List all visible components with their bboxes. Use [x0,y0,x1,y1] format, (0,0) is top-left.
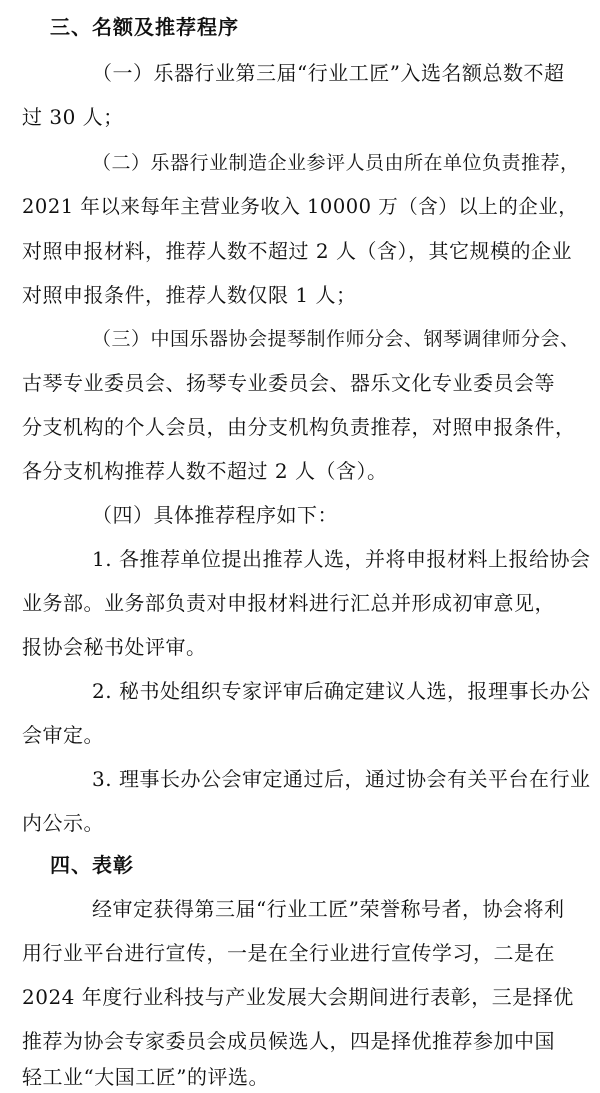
paragraph-line: 1. 各推荐单位提出推荐人选，并将申报材料上报给协会 [92,547,591,571]
paragraph-line: 会审定。 [22,723,104,747]
paragraph-line: （四）具体推荐程序如下： [92,503,338,527]
paragraph-line: 2021 年以来每年主营业务收入 10000 万（含）以上的企业， [22,195,579,218]
paragraph-line: 报协会秘书处评审。 [22,635,207,659]
paragraph-line: （二）乐器行业制造企业参评人员由所在单位负责推荐， [92,152,580,174]
paragraph-line: 2. 秘书处组织专家评审后确定建议人选，报理事长办公 [92,679,591,703]
paragraph-line: （三）中国乐器协会提琴制作师分会、钢琴调律师分会、 [92,328,580,350]
section-heading-commendation: 四、表彰 [50,853,134,877]
paragraph-line: 业务部。业务部负责对申报材料进行汇总并形成初审意见， [22,591,555,615]
paragraph-line: 内公示。 [22,811,104,835]
paragraph-line: 分支机构的个人会员，由分支机构负责推荐，对照申报条件， [22,415,576,439]
paragraph-line: 用行业平台进行宣传，一是在全行业进行宣传学习，二是在 [22,941,555,965]
paragraph-line: 2024 年度行业科技与产业发展大会期间进行表彰，三是择优 [22,985,574,1009]
paragraph-line: （一）乐器行业第三届“行业工匠”入选名额总数不超 [92,61,565,85]
section-heading-nomination-procedure: 三、名额及推荐程序 [50,15,239,39]
paragraph-line: 古琴专业委员会、扬琴专业委员会、器乐文化专业委员会等 [22,371,555,395]
paragraph-line: 对照申报材料，推荐人数不超过 2 人（含），其它规模的企业 [22,239,572,263]
paragraph-line: 轻工业“大国工匠”的评选。 [22,1065,269,1089]
paragraph-line: 对照申报条件，推荐人数仅限 1 人； [22,283,357,307]
paragraph-line: 经审定获得第三届“行业工匠”荣誉称号者，协会将利 [92,897,565,921]
paragraph-line: 各分支机构推荐人数不超过 2 人（含）。 [22,459,388,483]
paragraph-line: 推荐为协会专家委员会成员候选人，四是择优推荐参加中国 [22,1029,555,1053]
paragraph-line: 3. 理事长办公会审定通过后，通过协会有关平台在行业 [92,767,591,791]
paragraph-line: 过 30 人； [22,105,124,129]
